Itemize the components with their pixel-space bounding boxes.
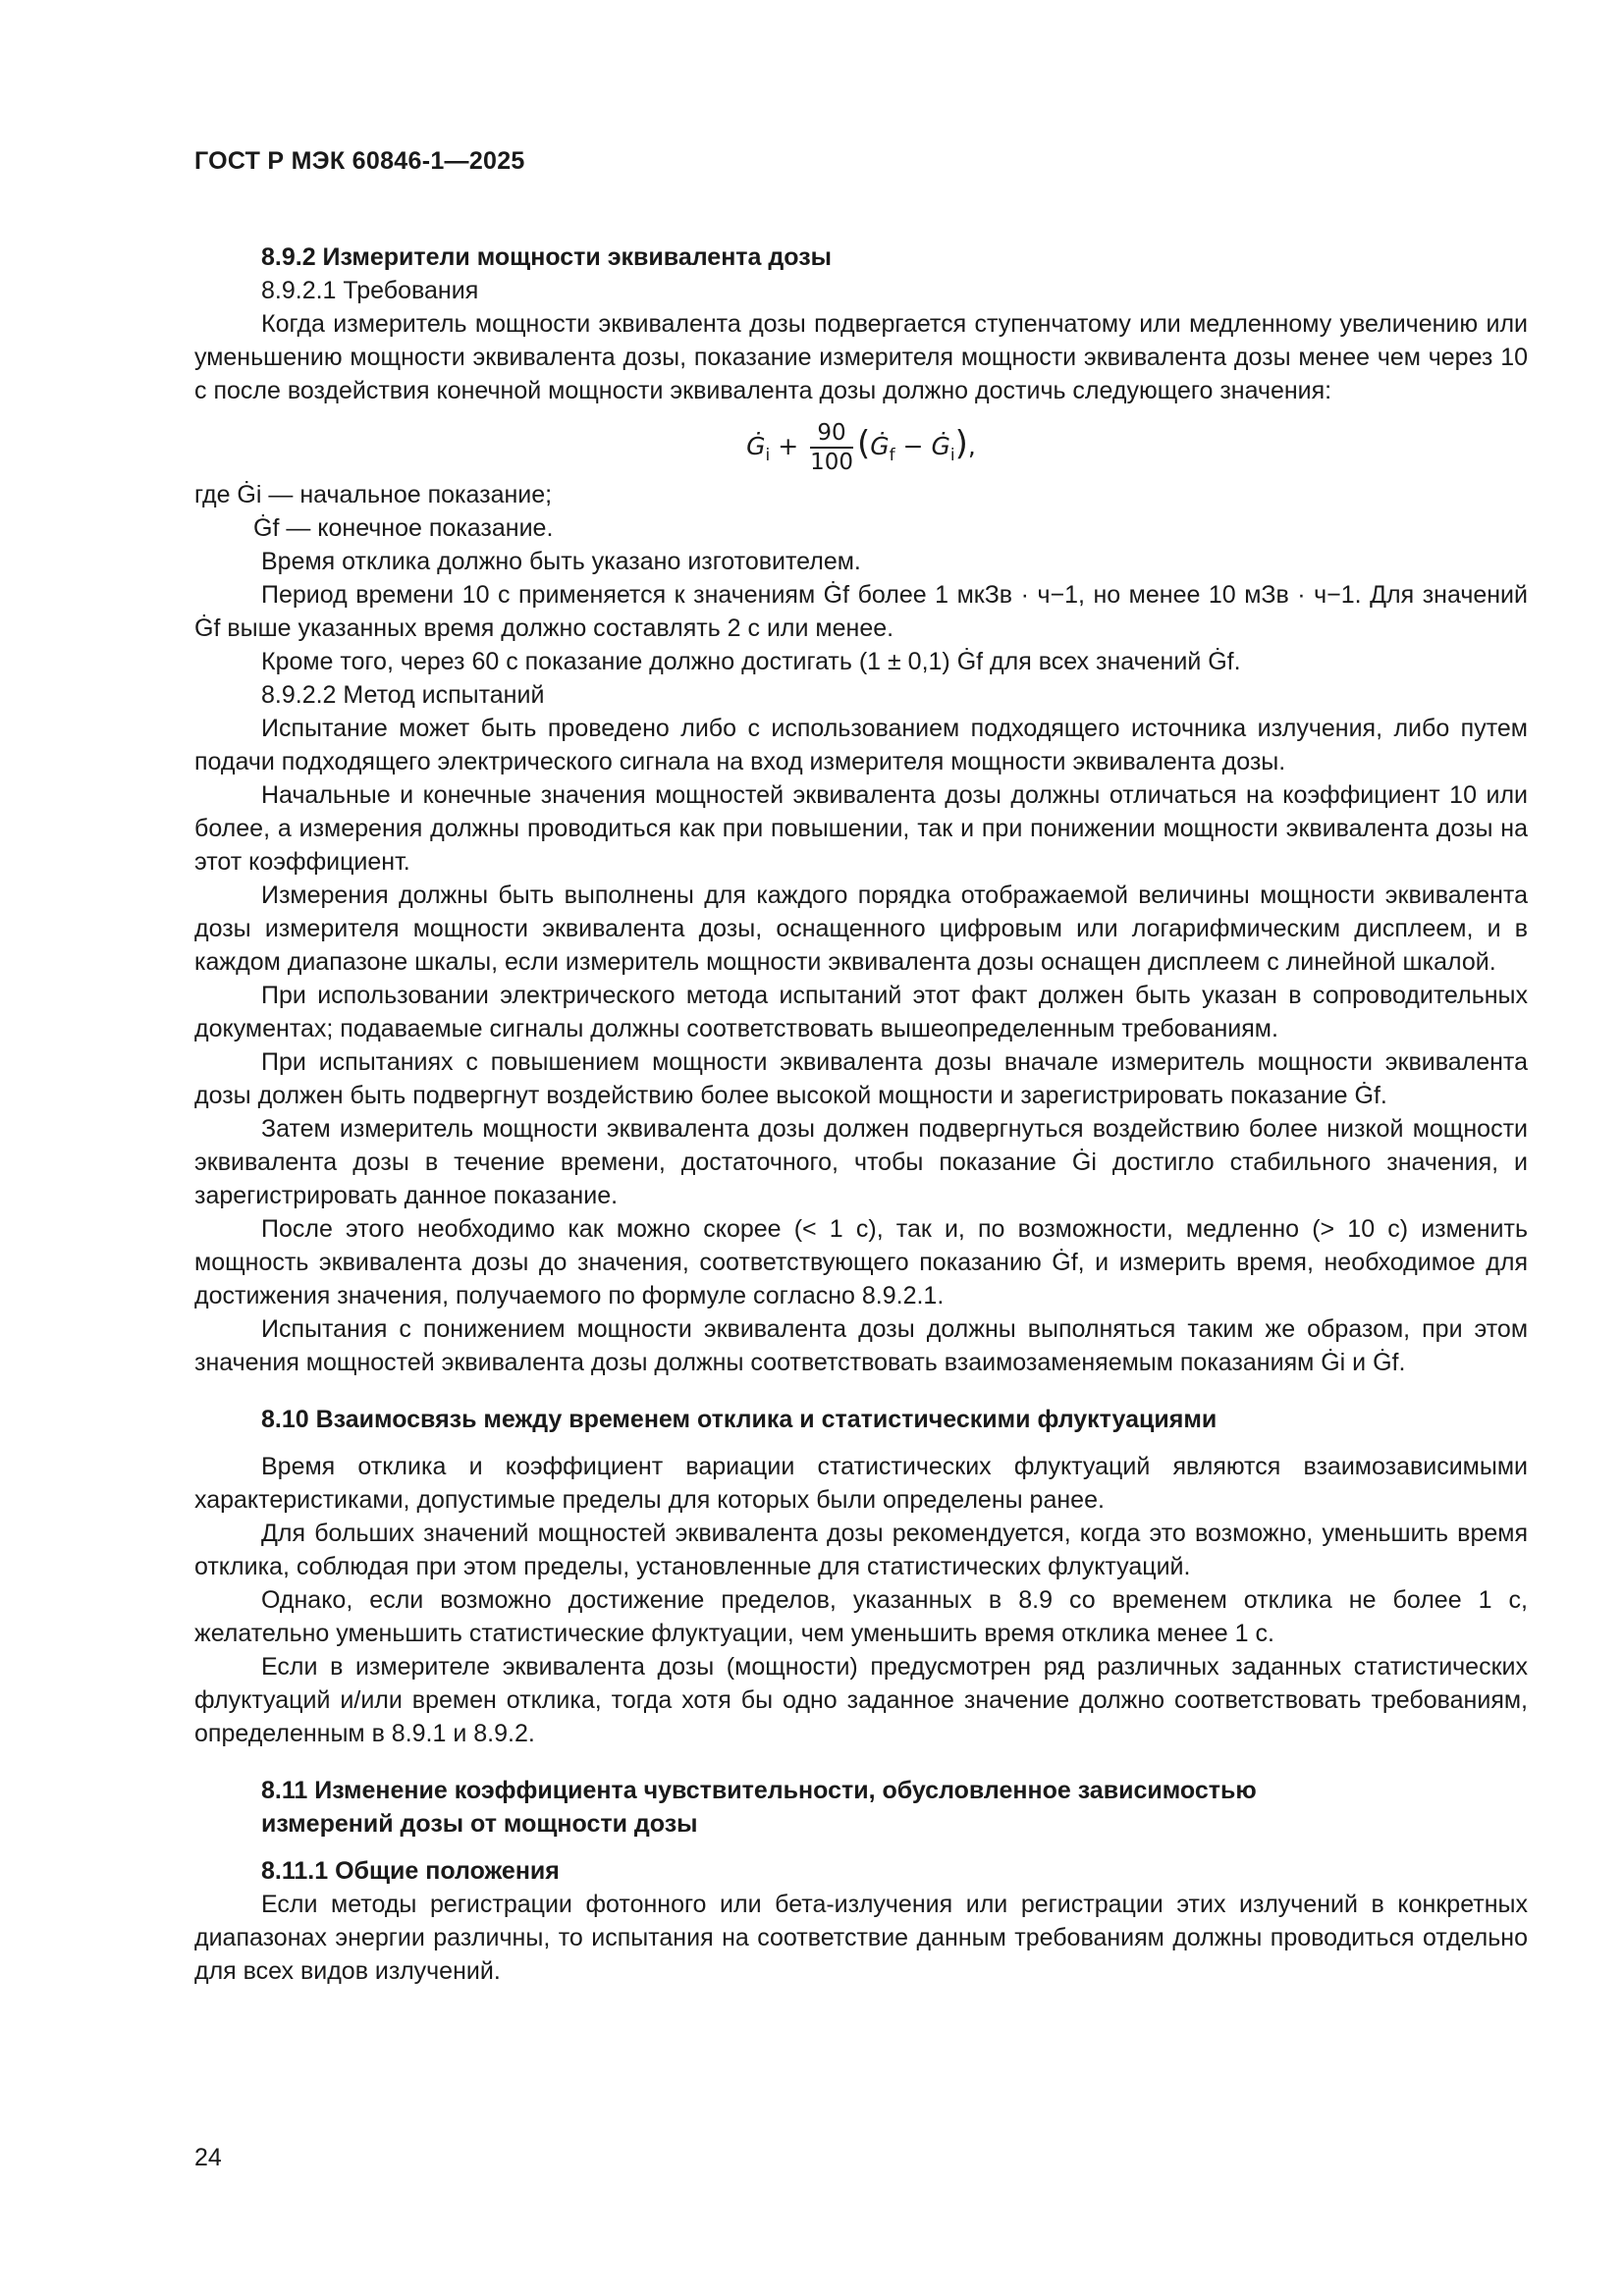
paragraph: Начальные и конечные значения мощностей эквивалента дозы должны отличаться на коэффициент 10 или более, а измерения должны проводиться как при повышении, так и при понижении мощности эквивалента дозы на этот коэффициент. xyxy=(194,781,1528,876)
paragraph: Однако, если возможно достижение пределов, указанных в 8.9 со временем отклика не более 1 с, желательно уменьшить статистические флуктуации, чем уменьшить время отклика менее 1 с. xyxy=(194,1586,1528,1647)
paragraph: Если методы регистрации фотонного или бета-излучения или регистрации этих излучений в конкретных диапазонах энергии различны, то испытания на соответствие данным требованиям должны проводиться отдельно для всех видов излучений. xyxy=(194,1891,1528,1985)
section-8-11-title-line1: 8.11 Изменение коэффициента чувствительности, обусловленное зависимостью xyxy=(261,1777,1257,1804)
section-8-11-title-line2: измерений дозы от мощности дозы xyxy=(261,1810,698,1838)
section-8-9-2-title: 8.9.2 Измерители мощности эквивалента дозы xyxy=(261,243,832,271)
paragraph: Испытания с понижением мощности эквивалента дозы должны выполняться таким же образом, при этом значения мощностей эквивалента дозы должны соответствовать взаимозаменяемым показаниям Ġi и Ġf. xyxy=(194,1315,1528,1376)
paragraph: Затем измеритель мощности эквивалента дозы должен подвергнуться воздействию более низкой мощности эквивалента дозы в течение времени, достаточного, чтобы показание Ġi достигло стабильного значения, и зарегистрировать данное показание. xyxy=(194,1115,1528,1209)
paragraph: Испытание может быть проведено либо с использованием подходящего источника излучения, либо путем подачи подходящего электрического сигнала на вход измерителя мощности эквивалента дозы. xyxy=(194,715,1528,775)
paragraph: Когда измеритель мощности эквивалента дозы подвергается ступенчатому или медленному увеличению или уменьшению мощности эквивалента дозы, показание измерителя мощности эквивалента дозы менее чем через 10 с после воздействия конечной мощности эквивалента дозы должно достичь следующего значения: xyxy=(194,310,1528,404)
formula: $Ġ_i$ + $\frac{90}{100}$ ($Ġ_f$ − $Ġ_i$), xyxy=(746,420,976,475)
where-gf: Ġf — конечное показание. xyxy=(253,514,554,542)
document-page xyxy=(194,147,1528,1988)
fraction: $\frac{90}{100}$ xyxy=(810,420,854,475)
paragraph: Если в измерителе эквивалента дозы (мощности) предусмотрен ряд различных заданных статистических флуктуаций и/или времен отклика, тогда хотя бы одно заданное значение должно соответствовать требованиям, определенным в 8.9.1 и 8.9.2. xyxy=(194,1653,1528,1747)
paragraph: Время отклика и коэффициент вариации статистических флуктуаций являются взаимозависимыми характеристиками, допустимые пределы для которых были определены ранее. xyxy=(194,1453,1528,1514)
paragraph: После этого необходимо как можно скорее (< 1 с), так и, по возможности, медленно (> 10 с) изменить мощность эквивалента дозы до значения, соответствующего показанию Ġf, и измерить время, необходимое для достижения значения, получаемого по формуле согласно 8.9.2.1. xyxy=(194,1215,1528,1309)
section-8-10-title: 8.10 Взаимосвязь между временем отклика и статистическими флуктуациями xyxy=(261,1406,1218,1433)
paragraph: Период времени 10 с применяется к значениям Ġf более 1 мкЗв · ч−1, но менее 10 мЗв · ч−1. Для значений Ġf выше указанных время должно составлять 2 с или менее. xyxy=(194,581,1528,642)
paragraph: Для больших значений мощностей эквивалента дозы рекомендуется, когда это возможно, уменьшить время отклика, соблюдая при этом пределы, установленные для статистических флуктуаций. xyxy=(194,1520,1528,1580)
page-number: 24 xyxy=(194,2144,222,2171)
paragraph: При испытаниях с повышением мощности эквивалента дозы вначале измеритель мощности эквивалента дозы должен быть подвергнут воздействию более высокой мощности и зарегистрировать показание Ġf. xyxy=(194,1048,1528,1109)
subsection-8-9-2-2: 8.9.2.2 Метод испытаний xyxy=(261,681,545,709)
document-header: ГОСТ Р МЭК 60846-1—2025 xyxy=(194,147,525,175)
paragraph: Измерения должны быть выполнены для каждого порядка отображаемой величины мощности эквивалента дозы измерителя мощности эквивалента дозы, оснащенного цифровым или логарифмическим дисплеем, и в каждом диапазоне шкалы, если измеритель мощности эквивалента дозы оснащен дисплеем с линейной шкалой. xyxy=(194,881,1528,976)
paragraph: При использовании электрического метода испытаний этот факт должен быть указан в сопроводительных документах; подаваемые сигналы должны соответствовать вышеопределенным требованиям. xyxy=(194,982,1528,1042)
where-gi: где Ġi — начальное показание; xyxy=(194,481,553,508)
paragraph: Время отклика должно быть указано изготовителем. xyxy=(261,548,861,575)
paragraph: Кроме того, через 60 с показание должно достигать (1 ± 0,1) Ġf для всех значений Ġf. xyxy=(261,648,1241,675)
subsection-8-11-1-title: 8.11.1 Общие положения xyxy=(261,1857,560,1885)
subsection-8-9-2-1: 8.9.2.1 Требования xyxy=(261,277,479,304)
